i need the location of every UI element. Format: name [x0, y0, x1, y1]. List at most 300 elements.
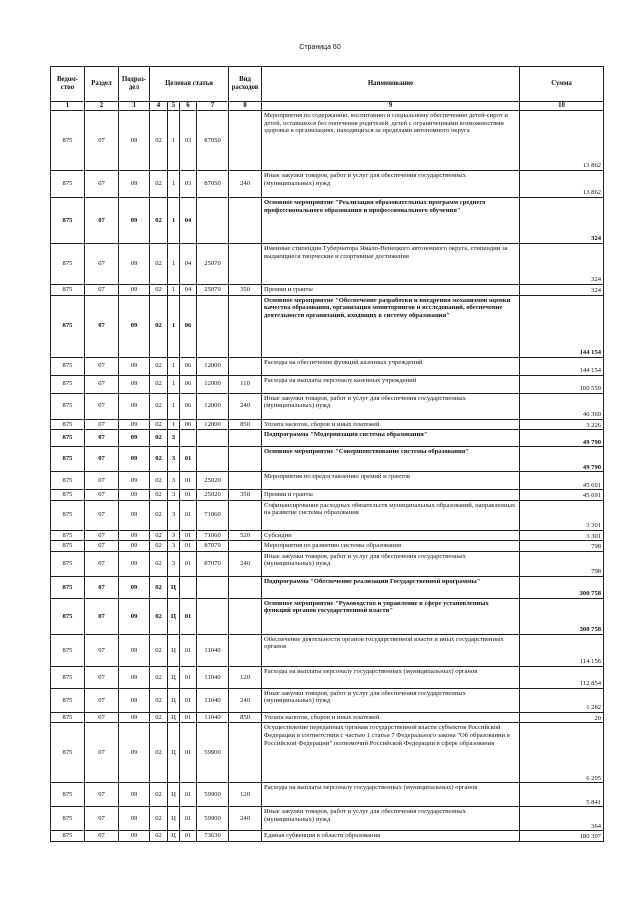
- table-row: [51, 472, 604, 490]
- cell-target-event: 06: [180, 375, 197, 393]
- cell-sum: 40 369: [520, 393, 604, 419]
- cell-target-program: 02: [150, 530, 168, 541]
- cell-razdel: 07: [85, 723, 119, 783]
- cell-ved: 875: [51, 171, 85, 198]
- cell-razdel: 07: [85, 357, 119, 375]
- cell-target-subprogram: Ц: [168, 831, 180, 842]
- table-row: [51, 490, 604, 501]
- col-number: 9: [262, 102, 520, 111]
- cell-razdel: 07: [85, 712, 119, 723]
- cell-sum: 13 862: [520, 171, 604, 198]
- cell-target-program: 02: [150, 500, 168, 530]
- cell-name: Уплата налогов, сборов и иных платежей: [262, 712, 520, 723]
- cell-ved: 875: [51, 712, 85, 723]
- cell-target-subprogram: Ц: [168, 783, 180, 807]
- cell-target-program: 02: [150, 375, 168, 393]
- cell-name: Уплата налогов, сборов и иных платежей: [262, 419, 520, 430]
- cell-podrazdel: 09: [119, 295, 150, 357]
- cell-expense-type: 120: [229, 783, 262, 807]
- cell-target-subprogram: Ц: [168, 723, 180, 783]
- cell-sum: 6 205: [520, 723, 604, 783]
- cell-name: Основное мероприятие "Руководство и управление в сфере установленных функций органов государственной власти": [262, 598, 520, 634]
- cell-podrazdel: 09: [119, 447, 150, 472]
- cell-target-event: 01: [180, 712, 197, 723]
- cell-razdel: 07: [85, 111, 119, 171]
- cell-target-direction: 11040: [197, 666, 229, 688]
- cell-target-program: 02: [150, 357, 168, 375]
- cell-expense-type: [229, 111, 262, 171]
- cell-name: Мероприятия по развитию системы образования: [262, 541, 520, 552]
- cell-target-subprogram: 1: [168, 285, 180, 296]
- cell-target-direction: 71060: [197, 500, 229, 530]
- cell-ved: 875: [51, 541, 85, 552]
- cell-expense-type: [229, 576, 262, 598]
- cell-podrazdel: 09: [119, 500, 150, 530]
- table-row: [51, 783, 604, 807]
- cell-target-event: 01: [180, 598, 197, 634]
- cell-podrazdel: 09: [119, 666, 150, 688]
- cell-podrazdel: 09: [119, 111, 150, 171]
- cell-target-program: 02: [150, 541, 168, 552]
- cell-sum: 5 841: [520, 783, 604, 807]
- cell-target-program: 02: [150, 295, 168, 357]
- table-row: [51, 712, 604, 723]
- cell-target-direction: 12000: [197, 357, 229, 375]
- cell-ved: 875: [51, 357, 85, 375]
- cell-target-program: 02: [150, 419, 168, 430]
- cell-ved: 875: [51, 447, 85, 472]
- cell-sum: 45 691: [520, 490, 604, 501]
- table-row: [51, 541, 604, 552]
- cell-name: Расходы на выплаты персоналу государственных (муниципальных) органов: [262, 783, 520, 807]
- cell-razdel: 07: [85, 551, 119, 576]
- cell-target-event: 01: [180, 634, 197, 666]
- cell-podrazdel: 09: [119, 530, 150, 541]
- cell-target-subprogram: 3: [168, 447, 180, 472]
- table-row: [51, 634, 604, 666]
- cell-target-event: 06: [180, 419, 197, 430]
- cell-ved: 875: [51, 419, 85, 430]
- cell-target-direction: 11040: [197, 712, 229, 723]
- cell-target-event: 01: [180, 472, 197, 490]
- cell-target-program: 02: [150, 723, 168, 783]
- cell-ved: 875: [51, 500, 85, 530]
- cell-sum: 49 790: [520, 430, 604, 447]
- cell-podrazdel: 09: [119, 807, 150, 831]
- cell-target-subprogram: 3: [168, 430, 180, 447]
- cell-target-event: 01: [180, 831, 197, 842]
- cell-target-subprogram: 1: [168, 111, 180, 171]
- cell-expense-type: [229, 634, 262, 666]
- cell-expense-type: 120: [229, 666, 262, 688]
- cell-target-subprogram: Ц: [168, 598, 180, 634]
- cell-expense-type: [229, 831, 262, 842]
- cell-sum: 300 758: [520, 576, 604, 598]
- cell-target-program: 02: [150, 472, 168, 490]
- cell-expense-type: [229, 447, 262, 472]
- cell-target-subprogram: 3: [168, 472, 180, 490]
- cell-ved: 875: [51, 666, 85, 688]
- cell-sum: 100 559: [520, 375, 604, 393]
- cell-name: Мероприятия по содержанию, воспитанию и социальному обеспечению детей-сирот и детей, оставшихся без попечения родителей, детей с ограниченными возможностями здоровья в организациях, находящихся за пределами автономного округа: [262, 111, 520, 171]
- cell-target-subprogram: 3: [168, 541, 180, 552]
- cell-razdel: 07: [85, 198, 119, 244]
- cell-ved: 875: [51, 198, 85, 244]
- cell-target-program: 02: [150, 447, 168, 472]
- cell-target-subprogram: 1: [168, 357, 180, 375]
- cell-podrazdel: 09: [119, 430, 150, 447]
- table-row: [51, 357, 604, 375]
- cell-expense-type: [229, 244, 262, 285]
- cell-target-event: 06: [180, 393, 197, 419]
- cell-name: Основное мероприятие "Совершенствование системы образования": [262, 447, 520, 472]
- col-number: 2: [85, 102, 119, 111]
- cell-sum: 300 758: [520, 598, 604, 634]
- cell-ved: 875: [51, 472, 85, 490]
- cell-ved: 875: [51, 551, 85, 576]
- cell-podrazdel: 09: [119, 375, 150, 393]
- cell-name: Основное мероприятие "Реализация образовательных программ среднего профессионального образования и профессионального обучения": [262, 198, 520, 244]
- cell-name: Субсидии: [262, 530, 520, 541]
- cell-razdel: 07: [85, 807, 119, 831]
- table-row: [51, 393, 604, 419]
- cell-podrazdel: 09: [119, 712, 150, 723]
- cell-expense-type: 240: [229, 807, 262, 831]
- cell-sum: 49 790: [520, 447, 604, 472]
- table-row: [51, 419, 604, 430]
- cell-sum: 45 691: [520, 472, 604, 490]
- cell-razdel: 07: [85, 530, 119, 541]
- cell-expense-type: 520: [229, 530, 262, 541]
- cell-name: Иные закупки товаров, работ и услуг для обеспечения государственных (муниципальных) нужд: [262, 171, 520, 198]
- cell-sum: 364: [520, 807, 604, 831]
- cell-expense-type: [229, 295, 262, 357]
- table-row: [51, 375, 604, 393]
- cell-expense-type: [229, 723, 262, 783]
- cell-target-program: 02: [150, 598, 168, 634]
- cell-target-program: 02: [150, 111, 168, 171]
- cell-target-event: 01: [180, 807, 197, 831]
- cell-target-event: 01: [180, 551, 197, 576]
- cell-name: Премии и гранты: [262, 285, 520, 296]
- header-sum: Сумма: [520, 67, 604, 102]
- cell-sum: 798: [520, 551, 604, 576]
- cell-target-subprogram: 1: [168, 419, 180, 430]
- cell-target-direction: 87070: [197, 551, 229, 576]
- cell-name: Расходы на выплаты персоналу государственных (муниципальных) органов: [262, 666, 520, 688]
- cell-ved: 875: [51, 576, 85, 598]
- cell-target-program: 02: [150, 688, 168, 712]
- cell-podrazdel: 09: [119, 723, 150, 783]
- cell-target-event: [180, 576, 197, 598]
- cell-target-subprogram: 3: [168, 500, 180, 530]
- cell-razdel: 07: [85, 419, 119, 430]
- cell-sum: 324: [520, 285, 604, 296]
- cell-razdel: 07: [85, 447, 119, 472]
- cell-name: Основное мероприятие "Обеспечение разработки и внедрения механизмов оценки качества образования, организация мониторингов и исследований, обеспечение деятельности организаций, входящих в систему образования": [262, 295, 520, 357]
- cell-target-program: 02: [150, 783, 168, 807]
- table-row: [51, 285, 604, 296]
- cell-name: Премии и гранты: [262, 490, 520, 501]
- cell-name: Иные закупки товаров, работ и услуг для обеспечения государственных (муниципальных) нужд: [262, 807, 520, 831]
- cell-podrazdel: 09: [119, 831, 150, 842]
- cell-target-direction: 25070: [197, 285, 229, 296]
- table-row: [51, 723, 604, 783]
- col-number: 6: [180, 102, 197, 111]
- cell-razdel: 07: [85, 831, 119, 842]
- cell-expense-type: [229, 357, 262, 375]
- table-row: [51, 447, 604, 472]
- cell-sum: 112 854: [520, 666, 604, 688]
- cell-target-program: 02: [150, 576, 168, 598]
- cell-podrazdel: 09: [119, 634, 150, 666]
- cell-sum: 1 282: [520, 688, 604, 712]
- cell-target-program: 02: [150, 807, 168, 831]
- cell-target-event: 01: [180, 490, 197, 501]
- cell-ved: 875: [51, 111, 85, 171]
- cell-target-event: [180, 430, 197, 447]
- cell-expense-type: 240: [229, 171, 262, 198]
- table-row: [51, 111, 604, 171]
- cell-target-direction: 11040: [197, 688, 229, 712]
- cell-target-program: 02: [150, 285, 168, 296]
- cell-target-subprogram: 3: [168, 551, 180, 576]
- table-row: [51, 807, 604, 831]
- cell-expense-type: [229, 598, 262, 634]
- cell-target-direction: 12000: [197, 419, 229, 430]
- cell-target-event: 03: [180, 111, 197, 171]
- header-name: Наименование: [262, 67, 520, 102]
- table-row: [51, 244, 604, 285]
- cell-podrazdel: 09: [119, 285, 150, 296]
- col-number: 3: [119, 102, 150, 111]
- cell-target-program: 02: [150, 430, 168, 447]
- cell-target-direction: 25070: [197, 244, 229, 285]
- cell-name: Подпрограмма "Обеспечение реализации Государственной программы": [262, 576, 520, 598]
- column-number-row: [51, 102, 604, 111]
- table-row: [51, 688, 604, 712]
- cell-target-direction: [197, 295, 229, 357]
- cell-name: Подпрограмма "Модернизация системы образования": [262, 430, 520, 447]
- cell-name: Расходы на обеспечение функций казенных учреждений: [262, 357, 520, 375]
- cell-sum: 798: [520, 541, 604, 552]
- cell-name: Обеспечение деятельности органов государственной власти и иных государственных органов: [262, 634, 520, 666]
- cell-razdel: 07: [85, 472, 119, 490]
- cell-target-event: 01: [180, 723, 197, 783]
- cell-razdel: 07: [85, 490, 119, 501]
- cell-razdel: 07: [85, 393, 119, 419]
- cell-target-direction: [197, 598, 229, 634]
- cell-podrazdel: 09: [119, 576, 150, 598]
- cell-target-direction: 12000: [197, 375, 229, 393]
- cell-target-direction: 71060: [197, 530, 229, 541]
- cell-target-direction: 73630: [197, 831, 229, 842]
- cell-sum: 180 397: [520, 831, 604, 842]
- cell-target-direction: 11040: [197, 634, 229, 666]
- col-number: 1: [51, 102, 85, 111]
- col-number: 4: [150, 102, 168, 111]
- cell-razdel: 07: [85, 285, 119, 296]
- cell-ved: 875: [51, 634, 85, 666]
- cell-ved: 875: [51, 295, 85, 357]
- cell-expense-type: 850: [229, 419, 262, 430]
- page-number-header: Страница 60: [299, 44, 341, 51]
- cell-sum: 324: [520, 244, 604, 285]
- cell-sum: 20: [520, 712, 604, 723]
- col-number: 10: [520, 102, 604, 111]
- cell-target-direction: 12000: [197, 393, 229, 419]
- cell-sum: 114 156: [520, 634, 604, 666]
- cell-expense-type: 350: [229, 490, 262, 501]
- cell-podrazdel: 09: [119, 598, 150, 634]
- cell-podrazdel: 09: [119, 490, 150, 501]
- cell-target-program: 02: [150, 244, 168, 285]
- header-ved: Ведом-ство: [51, 67, 85, 102]
- cell-ved: 875: [51, 783, 85, 807]
- cell-target-subprogram: Ц: [168, 712, 180, 723]
- table-header-row: [51, 67, 604, 102]
- cell-razdel: 07: [85, 171, 119, 198]
- cell-ved: 875: [51, 807, 85, 831]
- cell-target-direction: 25020: [197, 472, 229, 490]
- header-podrazdel: Подраз-дел: [119, 67, 150, 102]
- cell-name: Иные закупки товаров, работ и услуг для обеспечения государственных (муниципальных) нужд: [262, 688, 520, 712]
- cell-podrazdel: 09: [119, 783, 150, 807]
- cell-target-subprogram: Ц: [168, 666, 180, 688]
- cell-name: Единая субвенция в области образования: [262, 831, 520, 842]
- cell-podrazdel: 09: [119, 551, 150, 576]
- cell-target-subprogram: Ц: [168, 688, 180, 712]
- cell-sum: 144 154: [520, 295, 604, 357]
- table-row: [51, 295, 604, 357]
- cell-razdel: 07: [85, 576, 119, 598]
- cell-target-direction: 59900: [197, 783, 229, 807]
- cell-target-event: 04: [180, 285, 197, 296]
- cell-target-subprogram: 1: [168, 198, 180, 244]
- cell-ved: 875: [51, 490, 85, 501]
- cell-razdel: 07: [85, 541, 119, 552]
- cell-target-subprogram: Ц: [168, 634, 180, 666]
- cell-razdel: 07: [85, 500, 119, 530]
- cell-target-event: 03: [180, 171, 197, 198]
- cell-ved: 875: [51, 688, 85, 712]
- cell-name: Иные закупки товаров, работ и услуг для обеспечения государственных (муниципальных) нужд: [262, 393, 520, 419]
- cell-target-subprogram: 1: [168, 393, 180, 419]
- cell-sum: 144 154: [520, 357, 604, 375]
- cell-podrazdel: 09: [119, 419, 150, 430]
- cell-razdel: 07: [85, 295, 119, 357]
- table-row: [51, 171, 604, 198]
- cell-podrazdel: 09: [119, 198, 150, 244]
- cell-target-direction: [197, 447, 229, 472]
- cell-podrazdel: 09: [119, 541, 150, 552]
- cell-ved: 875: [51, 375, 85, 393]
- cell-expense-type: 110: [229, 375, 262, 393]
- col-number: 5: [168, 102, 180, 111]
- header-razdel: Раздел: [85, 67, 119, 102]
- cell-target-program: 02: [150, 831, 168, 842]
- cell-razdel: 07: [85, 634, 119, 666]
- cell-target-program: 02: [150, 634, 168, 666]
- cell-target-direction: [197, 198, 229, 244]
- cell-target-event: 01: [180, 783, 197, 807]
- cell-ved: 875: [51, 723, 85, 783]
- cell-razdel: 07: [85, 666, 119, 688]
- cell-ved: 875: [51, 831, 85, 842]
- cell-podrazdel: 09: [119, 171, 150, 198]
- cell-target-direction: 87050: [197, 171, 229, 198]
- cell-podrazdel: 09: [119, 244, 150, 285]
- cell-expense-type: [229, 541, 262, 552]
- cell-target-event: 04: [180, 198, 197, 244]
- cell-target-direction: 59900: [197, 723, 229, 783]
- cell-sum: 13 862: [520, 111, 604, 171]
- cell-target-subprogram: Ц: [168, 576, 180, 598]
- cell-target-program: 02: [150, 551, 168, 576]
- cell-target-direction: [197, 430, 229, 447]
- cell-ved: 875: [51, 393, 85, 419]
- cell-name: Именные стипендии Губернатора Ямало-Ненецкого автономного округа, стипендии за выдающиеся творческие и спортивные достижения: [262, 244, 520, 285]
- cell-razdel: 07: [85, 244, 119, 285]
- table-row: [51, 551, 604, 576]
- cell-target-subprogram: 1: [168, 171, 180, 198]
- cell-ved: 875: [51, 244, 85, 285]
- cell-razdel: 07: [85, 783, 119, 807]
- cell-expense-type: 240: [229, 688, 262, 712]
- cell-sum: 3 301: [520, 530, 604, 541]
- cell-target-subprogram: 1: [168, 375, 180, 393]
- cell-target-subprogram: 1: [168, 244, 180, 285]
- table-row: [51, 598, 604, 634]
- cell-expense-type: [229, 198, 262, 244]
- cell-target-event: 01: [180, 500, 197, 530]
- table-body: [51, 111, 604, 842]
- cell-ved: 875: [51, 285, 85, 296]
- cell-target-program: 02: [150, 490, 168, 501]
- cell-razdel: 07: [85, 430, 119, 447]
- cell-expense-type: [229, 472, 262, 490]
- cell-target-event: 06: [180, 357, 197, 375]
- cell-name: Софинансирование расходных обязательств муниципальных образований, направленных на развитие системы образования: [262, 500, 520, 530]
- header-target: Целевая статья: [150, 67, 229, 102]
- cell-ved: 875: [51, 598, 85, 634]
- cell-name: Иные закупки товаров, работ и услуг для обеспечения государственных (муниципальных) нужд: [262, 551, 520, 576]
- cell-target-event: 01: [180, 666, 197, 688]
- cell-target-program: 02: [150, 666, 168, 688]
- cell-target-event: 01: [180, 530, 197, 541]
- cell-target-program: 02: [150, 198, 168, 244]
- cell-target-event: 01: [180, 541, 197, 552]
- col-number: 7: [197, 102, 229, 111]
- cell-ved: 875: [51, 430, 85, 447]
- cell-target-program: 02: [150, 712, 168, 723]
- cell-expense-type: 240: [229, 393, 262, 419]
- cell-ved: 875: [51, 530, 85, 541]
- cell-target-program: 02: [150, 393, 168, 419]
- cell-target-event: 04: [180, 244, 197, 285]
- cell-target-event: 01: [180, 447, 197, 472]
- cell-expense-type: 850: [229, 712, 262, 723]
- table-row: [51, 530, 604, 541]
- header-vid: Вид расходов: [229, 67, 262, 102]
- cell-podrazdel: 09: [119, 688, 150, 712]
- cell-target-direction: 87070: [197, 541, 229, 552]
- cell-target-direction: 25020: [197, 490, 229, 501]
- cell-name: Расходы на выплаты персоналу казенных учреждений: [262, 375, 520, 393]
- cell-podrazdel: 09: [119, 357, 150, 375]
- col-number: 8: [229, 102, 262, 111]
- cell-expense-type: 240: [229, 551, 262, 576]
